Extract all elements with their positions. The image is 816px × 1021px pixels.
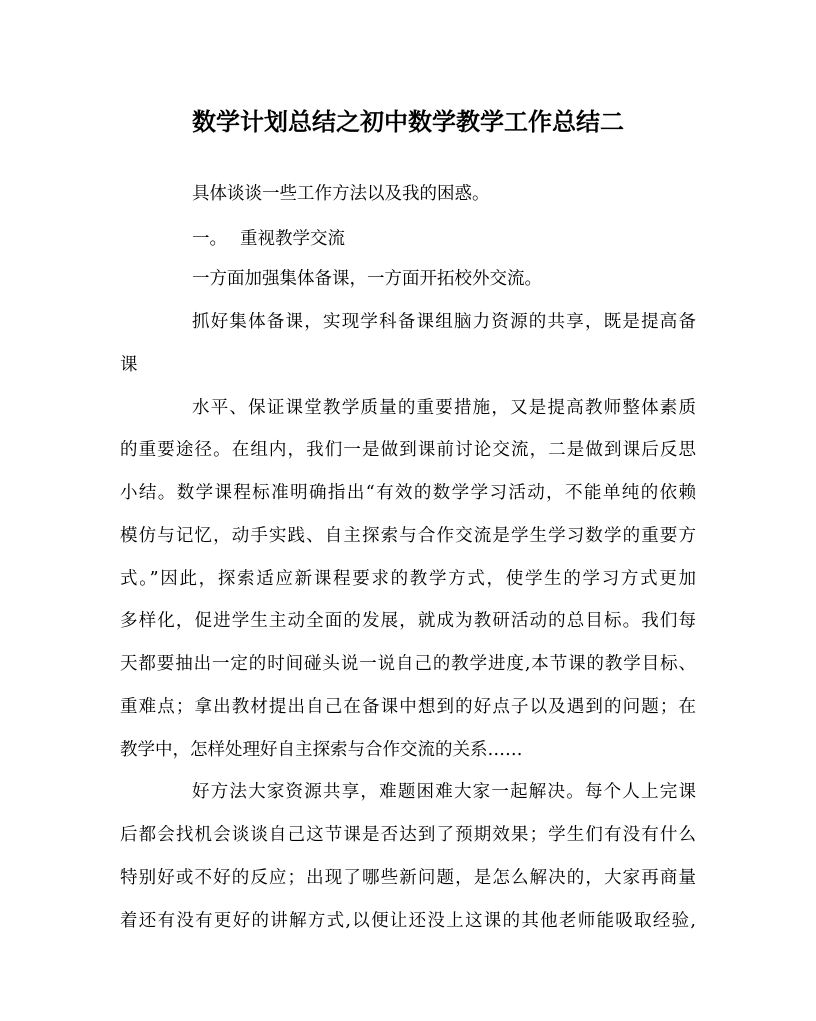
section-heading-text: 重视教学交流 <box>240 229 345 249</box>
paragraph-line: 重难点；拿出教材提出自己在备课中想到的好点子以及遇到的问题；在 <box>120 697 696 717</box>
paragraph-line: 式。”因此，探索适应新课程要求的教学方式，使学生的学习方式更加 <box>120 569 696 589</box>
section-heading <box>192 227 345 251</box>
paragraph-line: 小结。数学课程标准明确指出“有效的数学学习活动，不能单纯的依赖 <box>120 483 696 503</box>
paragraph-line: 着还有没有更好的讲解方式,以便让还没上这课的其他老师能吸取经验, <box>120 911 696 931</box>
section-number: 一。 <box>192 229 227 249</box>
paragraph-line: 教学中，怎样处理好自主探索与合作交流的关系…… <box>120 740 523 760</box>
paragraph-line: 天都要抽出一定的时间碰头说一说自己的教学进度,本节课的教学目标、 <box>120 654 696 674</box>
paragraph-line: 课 <box>120 355 138 375</box>
paragraph-line: 一方面加强集体备课，一方面开拓校外交流。 <box>192 269 542 289</box>
paragraph-line: 好方法大家资源共享，难题困难大家一起解决。每个人上完课 <box>192 782 696 802</box>
paragraph-line: 后都会找机会谈谈自己这节课是否达到了预期效果；学生们有没有什么 <box>120 825 696 845</box>
paragraph-line: 抓好集体备课，实现学科备课组脑力资源的共享，既是提高备 <box>192 312 696 332</box>
paragraph-line: 具体谈谈一些工作方法以及我的困惑。 <box>192 184 490 204</box>
paragraph-line: 水平、保证课堂教学质量的重要措施，又是提高教师整体素质 <box>192 398 696 418</box>
paragraph-line: 的重要途径。在组内，我们一是做到课前讨论交流，二是做到课后反思 <box>120 440 696 460</box>
paragraph-line: 特别好或不好的反应；出现了哪些新问题，是怎么解决的，大家再商量 <box>120 868 696 888</box>
document-title: 数学计划总结之初中数学教学工作总结二 <box>192 107 624 136</box>
paragraph-line: 多样化，促进学生主动全面的发展，就成为教研活动的总目标。我们每 <box>120 611 696 631</box>
paragraph-line: 模仿与记忆，动手实践、自主探索与合作交流是学生学习数学的重要方 <box>120 526 696 546</box>
